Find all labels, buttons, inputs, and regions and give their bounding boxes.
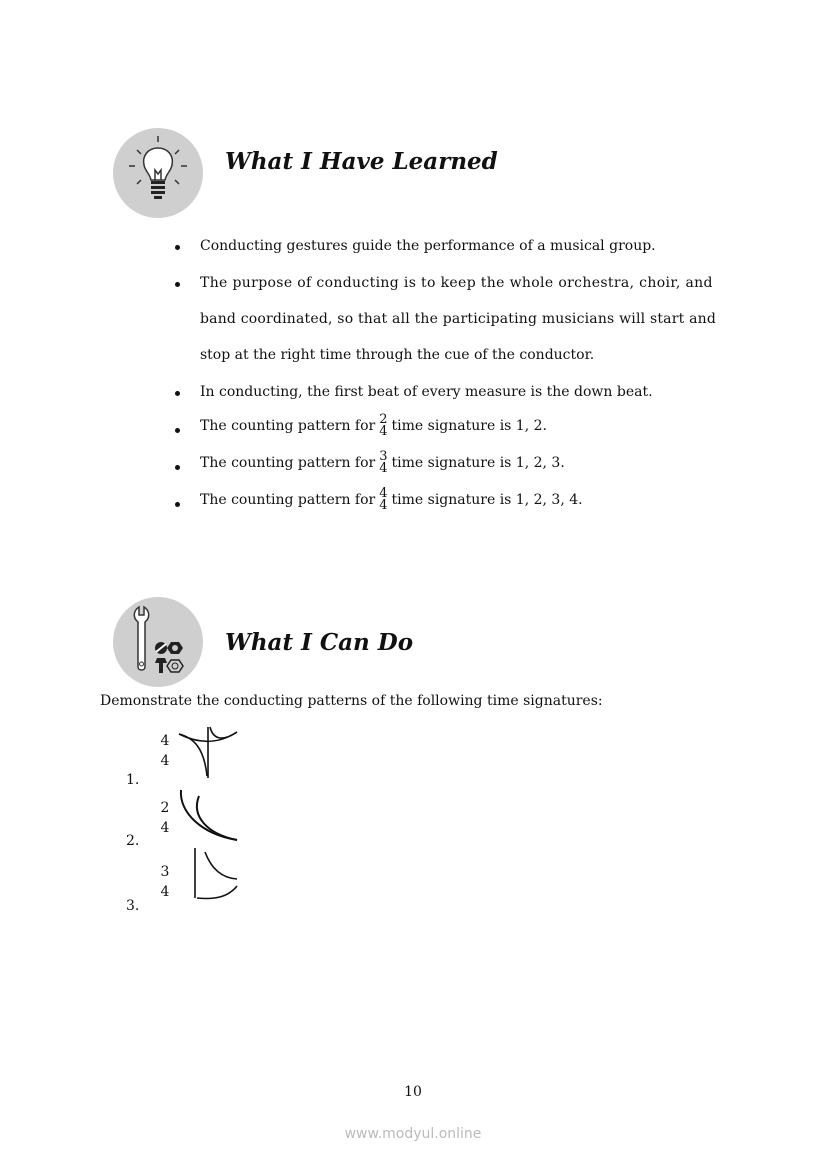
item-number: 3. [126, 898, 140, 914]
bullet-text: The purpose of conducting is to keep the whole orchestra, choir, and [200, 275, 713, 291]
pattern-item: The counting pattern for 3 4 time signature is 1, 2, 3. [200, 449, 565, 476]
item-number: 1. [126, 772, 140, 788]
bullet-text: band coordinated, so that all the participating musicians will start and [200, 311, 717, 327]
time-signature: 3 4 [379, 449, 388, 476]
time-signature-3-4: 3 4 [160, 864, 170, 900]
conducting-pattern-2-4 [175, 788, 245, 848]
bullet-text: Conducting gestures guide the performance of a musical group. [200, 238, 656, 254]
page-number: 10 [404, 1084, 422, 1100]
watermark: www.modyul.online [344, 1126, 482, 1142]
time-signature: 4 4 [379, 486, 388, 513]
bullet-text: stop at the right time through the cue of the conductor. [200, 347, 595, 363]
pattern-item: The counting pattern for 2 4 time signature is 1, 2. [200, 412, 547, 439]
time-signature: 2 4 [379, 412, 388, 439]
item-number: 2. [126, 833, 140, 849]
section-title-what-i-have-learned: What I Have Learned [225, 148, 498, 175]
instruction-text: Demonstrate the conducting patterns of the following time signatures: [100, 693, 603, 709]
lightbulb-icon [113, 128, 203, 218]
pattern-item: The counting pattern for 4 4 time signature is 1, 2, 3, 4. [200, 486, 583, 513]
time-signature-2-4: 2 4 [160, 800, 170, 836]
tools-icon [113, 597, 203, 687]
section-title-what-i-can-do: What I Can Do [225, 629, 414, 656]
time-signature-4-4: 4 4 [160, 733, 170, 769]
bullet-text: In conducting, the first beat of every measure is the down beat. [200, 384, 653, 400]
conducting-pattern-3-4 [185, 846, 245, 906]
conducting-pattern-4-4 [175, 723, 240, 783]
